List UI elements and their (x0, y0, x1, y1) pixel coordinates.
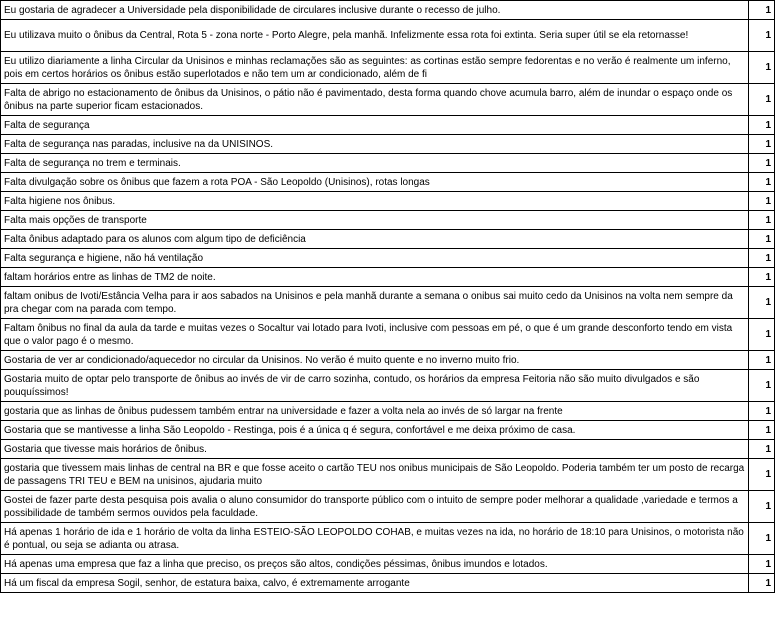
response-count-cell[interactable]: 1 (749, 402, 775, 421)
response-count-cell[interactable]: 1 (749, 491, 775, 523)
response-count-cell[interactable]: 1 (749, 523, 775, 555)
response-text-cell[interactable]: Eu gostaria de agradecer a Universidade pela disponibilidade de circulares inclusive durante o recesso de julho. (1, 1, 749, 20)
response-text-cell[interactable]: Faltam ônibus no final da aula da tarde e muitas vezes o Socaltur vai lotado para Ivoti, inclusive com pessoas em pé, o que é um grande desconforto tendo em vista que o valor pago é o mesmo. (1, 319, 749, 351)
table-row (1, 459, 775, 491)
table-row (1, 421, 775, 440)
response-count-cell[interactable]: 1 (749, 173, 775, 192)
response-count-cell[interactable]: 1 (749, 192, 775, 211)
table-row (1, 192, 775, 211)
table-row (1, 574, 775, 593)
table-row (1, 402, 775, 421)
table-row (1, 249, 775, 268)
table-row (1, 370, 775, 402)
response-count-cell[interactable]: 1 (749, 230, 775, 249)
table-row (1, 20, 775, 52)
response-count-cell[interactable]: 1 (749, 249, 775, 268)
response-count-cell[interactable]: 1 (749, 84, 775, 116)
table-row (1, 491, 775, 523)
response-text-cell[interactable]: gostaria que tivessem mais linhas de central na BR e que fosse aceito o cartão TEU nos onibus municipais de São Leopoldo. Poderia também ter um posto de recarga de passagens TRI TEU e BEM na unisinos, ajudaria muito (1, 459, 749, 491)
response-text-cell[interactable]: Falta de segurança nas paradas, inclusive na da UNISINOS. (1, 135, 749, 154)
response-text-cell[interactable]: faltam onibus de Ivoti/Estância Velha para ir aos sabados na Unisinos e pela manhã durante a semana o onibus sai muito cedo da Unisinos na volta nem sempre da pra chegar com na parada com tempo. (1, 287, 749, 319)
table-row (1, 287, 775, 319)
response-count-cell[interactable]: 1 (749, 555, 775, 574)
table-row (1, 440, 775, 459)
response-count-cell[interactable]: 1 (749, 1, 775, 20)
response-text-cell[interactable]: Falta higiene nos ônibus. (1, 192, 749, 211)
response-text-cell[interactable]: Falta divulgação sobre os ônibus que fazem a rota POA - São Leopoldo (Unisinos), rotas longas (1, 173, 749, 192)
response-count-cell[interactable]: 1 (749, 574, 775, 593)
table-row (1, 230, 775, 249)
response-count-cell[interactable]: 1 (749, 211, 775, 230)
table-row (1, 154, 775, 173)
table-row (1, 1, 775, 20)
table-row (1, 173, 775, 192)
response-count-cell[interactable]: 1 (749, 116, 775, 135)
response-text-cell[interactable]: Falta mais opções de transporte (1, 211, 749, 230)
response-count-cell[interactable]: 1 (749, 52, 775, 84)
response-text-cell[interactable]: Gostei de fazer parte desta pesquisa pois avalia o aluno consumidor do transporte público com o intuito de sempre poder melhorar a qualidade ,variedade e termos a possibilidade de também sermos ouvidos pela faculdade. (1, 491, 749, 523)
response-count-cell[interactable]: 1 (749, 154, 775, 173)
table-row (1, 135, 775, 154)
response-count-cell[interactable]: 1 (749, 287, 775, 319)
response-text-cell[interactable]: Há um fiscal da empresa Sogil, senhor, de estatura baixa, calvo, é extremamente arrogante (1, 574, 749, 593)
table-row (1, 52, 775, 84)
response-text-cell[interactable]: Gostaria que tivesse mais horários de ônibus. (1, 440, 749, 459)
table-row (1, 268, 775, 287)
response-count-cell[interactable]: 1 (749, 319, 775, 351)
table-row (1, 319, 775, 351)
response-text-cell[interactable]: Falta de abrigo no estacionamento de ônibus da Unisinos, o pátio não é pavimentado, desta forma quando chove acumula barro, além de inundar o espaço onde os ônibus na parte superior ficam estacionados. (1, 84, 749, 116)
response-count-cell[interactable]: 1 (749, 268, 775, 287)
table-row (1, 84, 775, 116)
response-text-cell[interactable]: gostaria que as linhas de ônibus pudessem também entrar na universidade e fazer a volta nela ao invés de só largar na frente (1, 402, 749, 421)
responses-table-body (1, 1, 775, 593)
table-row (1, 555, 775, 574)
response-count-cell[interactable]: 1 (749, 135, 775, 154)
response-text-cell[interactable]: Eu utilizava muito o ônibus da Central, Rota 5 - zona norte - Porto Alegre, pela manhã. Infelizmente essa rota foi extinta. Seria super útil se ela retornasse! (1, 20, 749, 52)
response-text-cell[interactable]: Falta segurança e higiene, não há ventilação (1, 249, 749, 268)
response-text-cell[interactable]: Há apenas uma empresa que faz a linha que preciso, os preços são altos, condições péssimas, ônibus imundos e lotados. (1, 555, 749, 574)
response-count-cell[interactable]: 1 (749, 20, 775, 52)
response-text-cell[interactable]: Gostaria que se mantivesse a linha São Leopoldo - Restinga, pois é a única q é segura, confortável e me deixa próximo de casa. (1, 421, 749, 440)
table-row (1, 523, 775, 555)
response-count-cell[interactable]: 1 (749, 351, 775, 370)
response-text-cell[interactable]: faltam horários entre as linhas de TM2 de noite. (1, 268, 749, 287)
response-text-cell[interactable]: Falta de segurança (1, 116, 749, 135)
table-row (1, 351, 775, 370)
response-text-cell[interactable]: Falta de segurança no trem e terminais. (1, 154, 749, 173)
response-count-cell[interactable]: 1 (749, 421, 775, 440)
response-count-cell[interactable]: 1 (749, 440, 775, 459)
table-row (1, 116, 775, 135)
response-text-cell[interactable]: Eu utilizo diariamente a linha Circular da Unisinos e minhas reclamações são as seguintes: as cortinas estão sempre fedorentas e no verão é realmente um inferno, pois em certos horários os ônibus estão superlotados e não tem um ar condicionado, além de fi (1, 52, 749, 84)
response-text-cell[interactable]: Há apenas 1 horário de ida e 1 horário de volta da linha ESTEIO-SÃO LEOPOLDO COHAB, e muitas vezes na ida, no horário de 18:10 para Unisinos, o motorista não é pontual, ou seja se adianta ou atrasa. (1, 523, 749, 555)
response-text-cell[interactable]: Falta ônibus adaptado para os alunos com algum tipo de deficiência (1, 230, 749, 249)
response-text-cell[interactable]: Gostaria muito de optar pelo transporte de ônibus ao invés de vir de carro sozinha, contudo, os horários da empresa Feitoria não são muito divulgados e são pouquíssimos! (1, 370, 749, 402)
response-count-cell[interactable]: 1 (749, 459, 775, 491)
table-row (1, 211, 775, 230)
response-count-cell[interactable]: 1 (749, 370, 775, 402)
response-text-cell[interactable]: Gostaria de ver ar condicionado/aquecedor no circular da Unisinos. No verão é muito quente e no inverno muito frio. (1, 351, 749, 370)
